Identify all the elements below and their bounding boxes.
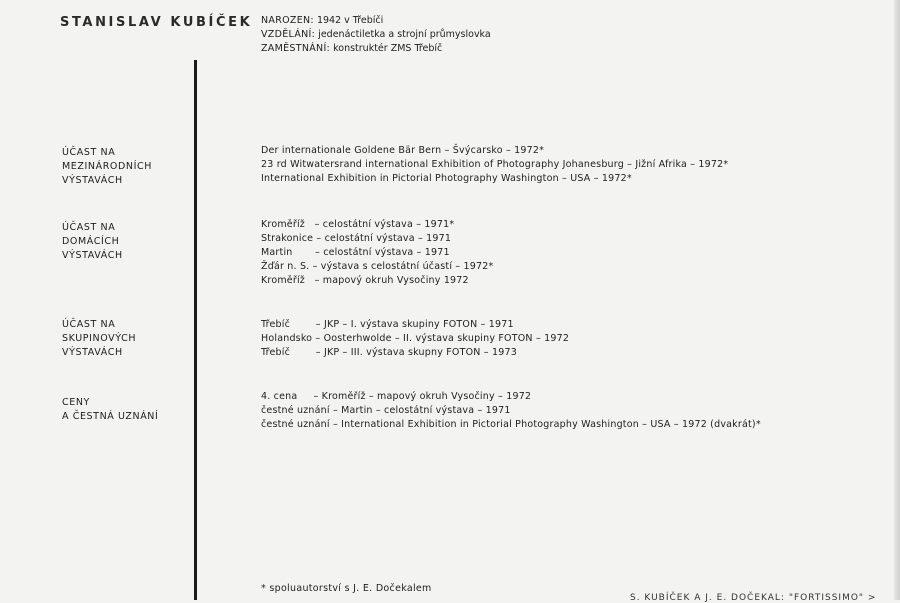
- entry-line: Třebíč – JKP – I. výstava skupiny FOTON – 1971: [261, 319, 514, 330]
- entry-line: Martin – celostátní výstava – 1971: [261, 247, 450, 258]
- author-name: STANISLAV KUBÍČEK: [60, 15, 253, 30]
- info-label: VZDĚLÁNÍ:: [261, 29, 316, 40]
- info-born: [261, 14, 491, 28]
- entry-line: Kroměříž – mapový okruh Vysočiny 1972: [261, 275, 469, 286]
- entry-line: Třebíč – JKP – III. výstava skupny FOTON – 1973: [261, 347, 517, 358]
- section-label-line: CENY: [62, 397, 90, 408]
- vertical-rule: [194, 60, 197, 600]
- entry-line: 23 rd Witwatersrand international Exhibition of Photography Johanesburg – Jižní Afrika – 1972*: [261, 159, 729, 170]
- entry-line: čestné uznání – International Exhibition in Pictorial Photography Washington – USA – 1972 (dvakrát)*: [261, 419, 761, 430]
- entry-line: 4. cena – Kroměříž – mapový okruh Vysočiny – 1972: [261, 391, 532, 402]
- info-value: konstruktér ZMS Třebíč: [333, 43, 443, 54]
- info-label: NAROZEN:: [261, 15, 314, 26]
- info-label: ZAMĚSTNÁNÍ:: [261, 43, 331, 54]
- section-label-line: A ČESTNÁ UZNÁNÍ: [62, 411, 159, 422]
- section-label-line: DOMÁCÍCH: [62, 236, 120, 247]
- section-label-awards: [62, 396, 158, 424]
- entry-line: Der internationale Goldene Bär Bern – Švýcarsko – 1972*: [261, 145, 545, 156]
- section-entries-awards: [261, 390, 761, 432]
- entry-line: Kroměříž – celostátní výstava – 1971*: [261, 219, 455, 230]
- info-employment: [261, 42, 491, 56]
- section-label-line: SKUPINOVÝCH: [62, 333, 137, 344]
- section-label-line: VÝSTAVÁCH: [62, 175, 123, 186]
- page-edge: [894, 0, 900, 600]
- biography-info: [261, 14, 491, 56]
- info-value: 1942 v Třebíči: [316, 15, 384, 26]
- section-label-line: VÝSTAVÁCH: [62, 250, 123, 261]
- info-education: [261, 28, 491, 42]
- entry-line: Holandsko – Oosterhwolde – II. výstava skupiny FOTON – 1972: [261, 333, 570, 344]
- section-label-group: [62, 318, 136, 360]
- section-label-line: MEZINÁRODNÍCH: [62, 161, 152, 172]
- entry-line: International Exhibition in Pictorial Photography Washington – USA – 1972*: [261, 173, 632, 184]
- section-entries-group: [261, 318, 569, 360]
- photo-caption: S. KUBÍČEK A J. E. DOČEKAL: "FORTISSIMO" >: [630, 593, 877, 603]
- section-label-line: VÝSTAVÁCH: [62, 347, 123, 358]
- section-entries-domestic: [261, 218, 493, 288]
- section-label-international: [62, 146, 152, 188]
- entry-line: Strakonice – celostátní výstava – 1971: [261, 233, 452, 244]
- footnote: * spoluautorství s J. E. Dočekalem: [261, 583, 432, 594]
- entry-line: čestné uznání – Martin – celostátní výstava – 1971: [261, 405, 511, 416]
- section-label-domestic: [62, 221, 123, 263]
- section-entries-international: [261, 144, 728, 186]
- section-label-line: ÚČAST NA: [62, 319, 116, 330]
- info-value: jedenáctiletka a strojní průmyslovka: [318, 29, 491, 40]
- section-label-line: ÚČAST NA: [62, 222, 116, 233]
- entry-line: Žďár n. S. – výstava s celostátní účastí – 1972*: [261, 261, 494, 272]
- section-label-line: ÚČAST NA: [62, 147, 116, 158]
